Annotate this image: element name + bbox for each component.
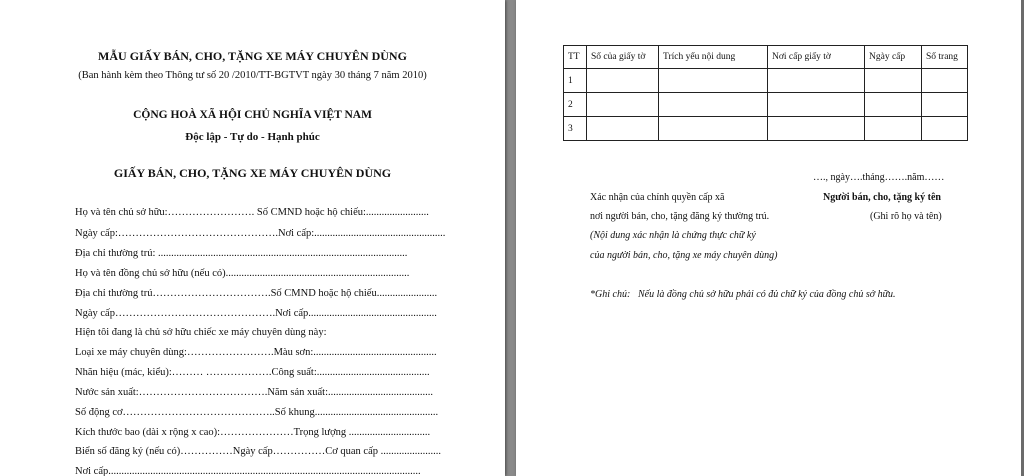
table-header-cell: TT: [564, 46, 587, 69]
table-header-cell: Số trang: [922, 46, 968, 69]
table-cell: [865, 117, 922, 141]
table-header-cell: Số của giấy tờ: [587, 46, 659, 69]
table-cell: [659, 117, 768, 141]
documents-table: [563, 45, 968, 141]
field-owner-name: Họ và tên chủ sở hữu:……………………. Số CMND hoặc hộ chiếu:........................: [75, 207, 429, 218]
field-dimensions: Kích thước bao (dài x rộng x cao):…………………Trọng lượng ...............................: [75, 427, 431, 438]
table-header-cell: Nơi cấp giấy tờ: [768, 46, 865, 69]
form-title: MẪU GIẤY BÁN, CHO, TẶNG XE MÁY CHUYÊN DÙNG: [98, 49, 407, 63]
date-line: …., ngày….tháng…….năm……: [813, 172, 945, 183]
table-row: [564, 117, 968, 141]
field-plate-number: Biển số đăng ký (nếu có)……………Ngày cấp……………Cơ quan cấp .......................: [75, 446, 441, 457]
table-cell: [659, 93, 768, 117]
table-cell: [768, 93, 865, 117]
field-engine-number: Số động cơ……………………………………..Số khung...............................................: [75, 407, 439, 418]
table-cell: [865, 93, 922, 117]
table-row: [564, 69, 968, 93]
table-cell: 1: [564, 69, 587, 93]
table-cell: [587, 117, 659, 141]
form-subtitle: (Ban hành kèm theo Thông tư số 20 /2010/TT-BGTVT ngày 30 tháng 7 năm 2010): [78, 70, 427, 81]
field-address: Địa chỉ thường trú: ...............................................................................................: [75, 248, 408, 259]
table-header-row: [564, 46, 968, 69]
signer-title: Người bán, cho, tặng ký tên: [823, 192, 941, 203]
footnote-label: *Ghi chú:: [590, 289, 631, 300]
field-co-owner-issue-date: Ngày cấp……………………………………….Nơi cấp.................................................: [75, 308, 437, 319]
national-motto: Độc lập - Tự do - Hạnh phúc: [185, 131, 320, 143]
table-cell: [922, 69, 968, 93]
field-brand: Nhãn hiệu (mác, kiểu):……… ……………….Công suất:...........................................: [75, 367, 430, 378]
confirm-note-line2: của người bán, cho, tặng xe máy chuyên dùng): [590, 250, 778, 261]
table-cell: [659, 69, 768, 93]
document-title: GIẤY BÁN, CHO, TẶNG XE MÁY CHUYÊN DÙNG: [113, 166, 392, 180]
field-co-owner-address: Địa chỉ thường trú…………………………….Số CMND hoặc hộ chiếu.......................: [75, 288, 438, 299]
signer-note: (Ghi rõ họ và tên): [870, 211, 942, 222]
confirm-residence: nơi người bán, cho, tặng đăng ký thường trú.: [590, 211, 770, 222]
confirm-note-line1: (Nội dung xác nhận là chứng thực chữ ký: [590, 230, 756, 241]
table-cell: [922, 117, 968, 141]
field-country-of-manufacture: Nước sản xuất:……………………………….Năm sản xuất:........................................: [75, 387, 434, 398]
field-co-owner-name: Họ và tên đồng chủ sở hữu (nếu có)......................................................................: [75, 268, 410, 279]
country-name: CỘNG HOÀ XÃ HỘI CHỦ NGHĨA VIỆT NAM: [133, 109, 372, 121]
table-cell: 3: [564, 117, 587, 141]
table-cell: [865, 69, 922, 93]
table-cell: [587, 93, 659, 117]
document-page-left: [0, 0, 505, 476]
table-cell: [768, 69, 865, 93]
field-vehicle-type: Loại xe máy chuyên dùng:…………………….Màu sơn:...............................................: [75, 347, 437, 358]
footnote-text: Nếu là đồng chủ sở hữu phải có đủ chữ ký của đồng chủ sở hữu.: [638, 289, 896, 300]
field-issue-date: Ngày cấp:……………………………………….Nơi cấp:..................................................: [75, 228, 446, 239]
table-cell: [768, 117, 865, 141]
table-cell: 2: [564, 93, 587, 117]
field-place-of-issue: Nơi cấp.......................................................................................................................: [75, 466, 421, 476]
table-cell: [922, 93, 968, 117]
table-header-cell: Trích yếu nội dung: [659, 46, 768, 69]
table-row: [564, 93, 968, 117]
table-cell: [587, 69, 659, 93]
table-header-cell: Ngày cấp: [865, 46, 922, 69]
confirm-heading: Xác nhận của chính quyền cấp xã: [590, 192, 725, 203]
field-ownership-statement: Hiện tôi đang là chủ sở hữu chiếc xe máy chuyên dùng này:: [75, 327, 327, 338]
